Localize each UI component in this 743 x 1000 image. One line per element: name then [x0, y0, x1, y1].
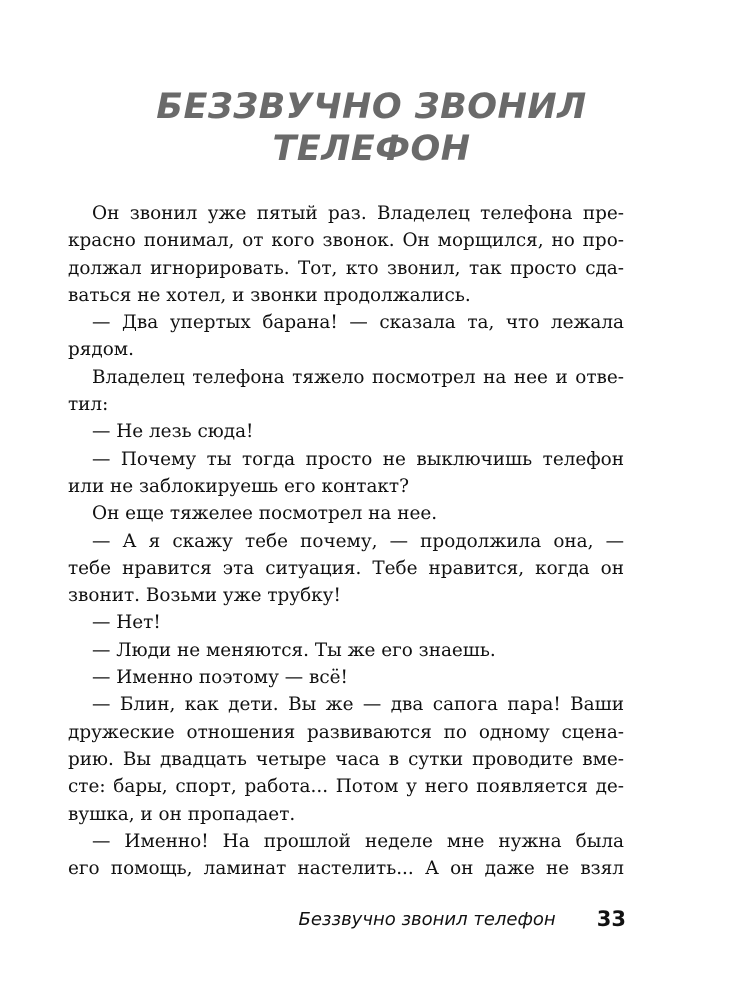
text-line: Он звонил уже пятый раз. Владелец телефона пре- [92, 203, 624, 224]
text-line: красно понимал, от кого звонок. Он морщился, но про- [68, 230, 624, 252]
chapter-title-line-2: ТЕЛЕФОН [272, 129, 471, 169]
page-number: 33 [596, 907, 626, 931]
running-title: Беззвучно звонил телефон [298, 908, 556, 930]
chapter-title-line-1: БЕЗЗВУЧНО ЗВОНИЛ [156, 87, 587, 127]
text-line: должал игнорировать. Тот, кто звонил, так просто сда- [68, 257, 624, 279]
text-line: его помощь, ламинат настелить... А он даже не взял [68, 858, 624, 880]
text-line: — А я скажу тебе почему, — продолжила она, — [92, 530, 624, 552]
chapter-title [0, 86, 743, 170]
text-line: — Блин, как дети. Вы же — два сапога пара! Ваши [92, 694, 624, 716]
text-line: — Нет! [92, 612, 161, 634]
text-line: тил: [68, 394, 109, 416]
text-line: — Два упертых барана! — сказала та, что лежала [92, 312, 624, 334]
chapter-body [68, 200, 624, 882]
text-line: или не заблокируешь его контакт? [68, 475, 409, 497]
text-line: — Почему ты тогда просто не выключишь телефон [92, 448, 624, 470]
text-line: Он еще тяжелее посмотрел на нее. [92, 503, 438, 525]
text-line: ваться не хотел, и звонки продолжались. [68, 284, 471, 306]
text-line: Владелец телефона тяжело посмотрел на нее и отве- [92, 366, 624, 388]
text-line: — Люди не меняются. Ты же его знаешь. [92, 639, 496, 661]
text-line: звонит. Возьми уже трубку! [68, 585, 341, 607]
text-line: рядом. [68, 339, 134, 361]
text-line: — Не лезь сюда! [92, 421, 254, 443]
page-footer [0, 907, 626, 937]
text-line: сте: бары, спорт, работа... Потом у него появляется де- [68, 776, 624, 798]
text-line: дружеские отношения развиваются по одному сцена- [68, 721, 624, 743]
text-line: — Именно поэтому — всё! [92, 667, 348, 689]
text-line: тебе нравится эта ситуация. Тебе нравится, когда он [68, 557, 624, 579]
text-line: рию. Вы двадцать четыре часа в сутки проводите вме- [68, 748, 624, 770]
text-line: — Именно! На прошлой неделе мне нужна была [92, 830, 624, 852]
text-line: вушка, и он пропадает. [68, 803, 296, 825]
